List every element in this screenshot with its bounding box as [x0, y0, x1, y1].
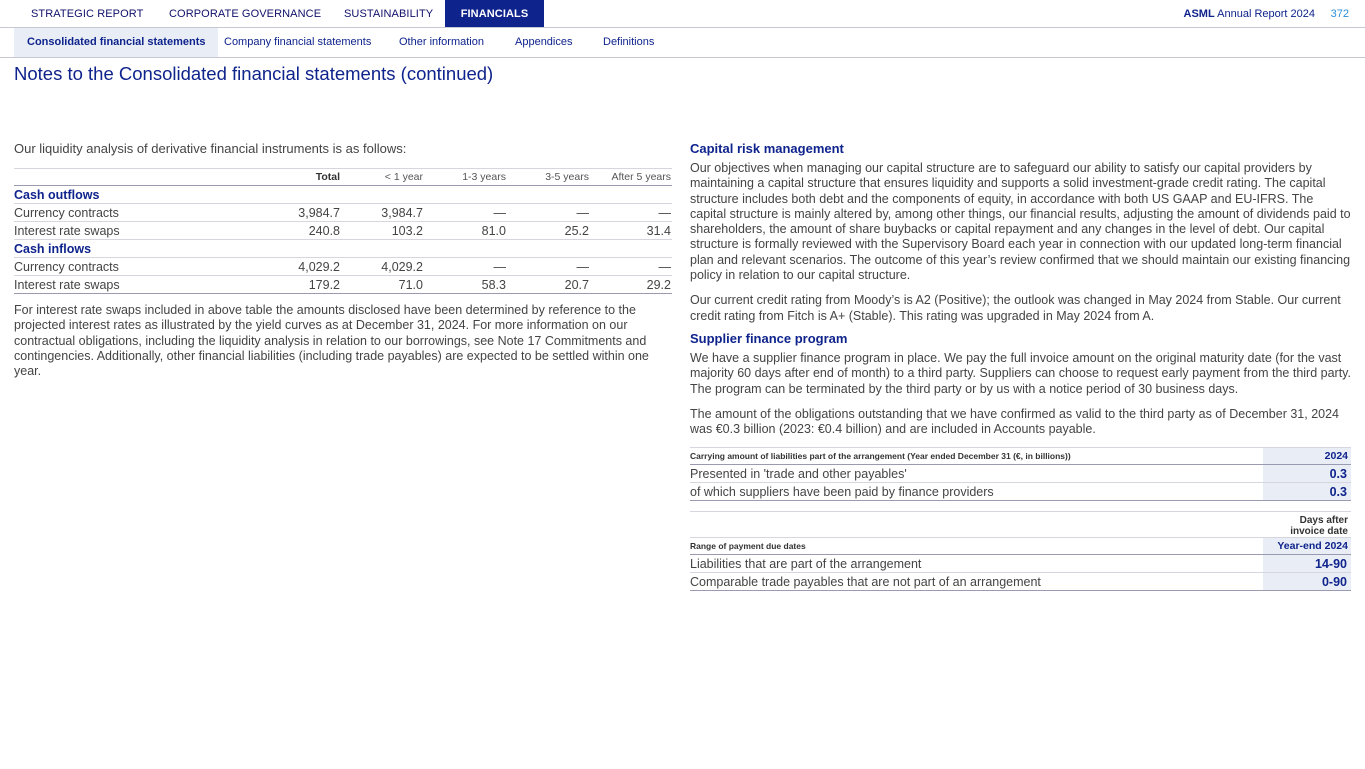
row-label: Comparable trade payables that are not part of an arrangement: [690, 573, 1263, 591]
cell-total: 3,984.7: [259, 204, 341, 222]
liquidity-intro: Our liquidity analysis of derivative financial instruments is as follows:: [14, 141, 407, 156]
table-row: [14, 204, 672, 222]
header-total: Total: [259, 169, 341, 186]
report-brand[interactable]: [1184, 0, 1315, 28]
interest-rate-swaps-note: For interest rate swaps included in above table the amounts disclosed have been determined by reference to the projected interest rates as illustrated by the yield curves as at December 31, 2024. For more information on our contractual obligations, including the liquidity analysis in relation to our borrowings, see Note 17 Commitments and contingencies. Additionally, other financial liabilities (including trade payables) are expected to be settled within one year.: [14, 303, 649, 379]
cell-1-3-years: 58.3: [424, 276, 507, 294]
subtab-consolidated-financial-statements[interactable]: Consolidated financial statements: [14, 28, 218, 57]
page-number: 372: [1330, 8, 1349, 20]
table-row: [690, 483, 1351, 501]
carrying-amount-table: [690, 447, 1351, 501]
cell-lt-1-year: 71.0: [341, 276, 424, 294]
header-after-5-years: After 5 years: [590, 169, 672, 186]
row-label: of which suppliers have been paid by finance providers: [690, 483, 1263, 501]
tab-sustainability[interactable]: SUSTAINABILITY: [344, 8, 434, 20]
group-row-cash-inflows: [14, 240, 672, 258]
cell-1-3-years: —: [424, 258, 507, 276]
supplier-finance-paragraph: We have a supplier finance program in place. We pay the full invoice amount on the original maturity date (for the vast majority 60 days after end of month) to a third party. Suppliers can choose to request early payment from the third party. The program can be terminated by the third party or by us with a notice period of 30 business days.: [690, 350, 1351, 396]
row-label: Currency contracts: [14, 258, 259, 276]
brand-report-title: Annual Report 2024: [1214, 8, 1315, 20]
subtab-appendices[interactable]: Appendices: [515, 36, 573, 48]
supplier-finance-heading: Supplier finance program: [690, 330, 848, 346]
header-lt-1-year: < 1 year: [341, 169, 424, 186]
cell-3-5-years: 25.2: [507, 222, 590, 240]
header-1-3-years: 1-3 years: [424, 169, 507, 186]
group-row-cash-outflows: [14, 186, 672, 204]
header-3-5-years: 3-5 years: [507, 169, 590, 186]
tab-financials[interactable]: FINANCIALS: [445, 0, 544, 27]
cell-3-5-years: —: [507, 204, 590, 222]
tab-strategic-report[interactable]: STRATEGIC REPORT: [31, 8, 144, 20]
row-label: Interest rate swaps: [14, 276, 259, 294]
credit-rating-paragraph: Our current credit rating from Moody’s is A2 (Positive); the outlook was changed in May 2024 from Stable. Our current credit rating from Fitch is A+ (Stable). This rating was upgraded in May 2024 from A.: [690, 293, 1341, 323]
brand-name: ASML: [1183, 8, 1215, 20]
carrying-amount-header-label: Carrying amount of liabilities part of the arrangement (Year ended December 31 (€, in billions)): [690, 448, 1263, 465]
cell-1-3-years: 81.0: [424, 222, 507, 240]
liquidity-table: [14, 168, 672, 294]
row-label: Currency contracts: [14, 204, 259, 222]
subtab-company-financial-statements[interactable]: Company financial statements: [224, 36, 372, 48]
carrying-amount-header-year: 2024: [1263, 448, 1351, 465]
row-value: 0-90: [1263, 573, 1351, 591]
payment-sub-header-row: [690, 538, 1351, 555]
cell-1-3-years: —: [424, 204, 507, 222]
table-row: [14, 276, 672, 294]
cell-total: 179.2: [259, 276, 341, 294]
sub-navigation: [0, 28, 1365, 58]
row-value: 0.3: [1263, 483, 1351, 501]
table-row: [690, 573, 1351, 591]
days-after-invoice-header: Days after invoice date: [1263, 512, 1351, 538]
left-column: [14, 141, 672, 379]
right-column: [690, 141, 1351, 591]
cell-lt-1-year: 4,029.2: [341, 258, 424, 276]
cell-3-5-years: —: [507, 258, 590, 276]
top-navigation: [0, 0, 1365, 28]
cell-lt-1-year: 3,984.7: [341, 204, 424, 222]
cell-3-5-years: 20.7: [507, 276, 590, 294]
tab-corporate-governance[interactable]: CORPORATE GOVERNANCE: [169, 8, 322, 20]
table-row: [690, 555, 1351, 573]
capital-risk-heading: Capital risk management: [690, 141, 844, 156]
cell-after-5-years: —: [590, 258, 672, 276]
cell-total: 4,029.2: [259, 258, 341, 276]
obligations-paragraph: The amount of the obligations outstanding that we have confirmed as valid to the third party as of December 31, 2024 was €0.3 billion (2023: €0.4 billion) and are included in Accounts payable.: [690, 406, 1339, 437]
payment-due-dates-table: [690, 511, 1351, 591]
subtab-other-information[interactable]: Other information: [399, 36, 484, 48]
row-value: 0.3: [1263, 465, 1351, 483]
carrying-amount-header-row: [690, 448, 1351, 465]
capital-risk-paragraph: Our objectives when managing our capital structure are to safeguard our ability to satisfy our capital providers by maintaining a capital structure that ensures liquidity and supports a solid investment-grade credit rating. The capital structure includes both debt and the components of equity, in accordance with both US GAAP and EU-IFRS. The capital structure is mainly altered by, among other things, our financial results, adjusting the amount of dividends paid to shareholders, the amount of share buybacks or capital repayment and any changes in the level of debt. Our capital structure is formally reviewed with the Supervisory Board each year in connection with our updated long-term financial plan and relevant scenarios. The outcome of this year’s review confirmed that we should maintain our existing financing policy in relation to our capital structure.: [690, 161, 1351, 283]
liquidity-header-row: [14, 169, 672, 186]
cell-after-5-years: 29.2: [590, 276, 672, 294]
cell-lt-1-year: 103.2: [341, 222, 424, 240]
group-label: Cash outflows: [14, 186, 672, 204]
group-label: Cash inflows: [14, 240, 672, 258]
cell-after-5-years: —: [590, 204, 672, 222]
year-end-header: Year-end 2024: [1263, 538, 1351, 555]
table-row: [14, 222, 672, 240]
table-row: [690, 465, 1351, 483]
cell-after-5-years: 31.4: [590, 222, 672, 240]
subtab-definitions[interactable]: Definitions: [603, 36, 655, 48]
header-cell: [14, 169, 259, 186]
table-row: [14, 258, 672, 276]
range-of-payment-header: Range of payment due dates: [690, 538, 1263, 555]
row-label: Interest rate swaps: [14, 222, 259, 240]
row-value: 14-90: [1263, 555, 1351, 573]
page-title: Notes to the Consolidated financial statements (continued): [14, 63, 494, 84]
row-label: Presented in 'trade and other payables': [690, 465, 1263, 483]
cell-total: 240.8: [259, 222, 341, 240]
payment-top-header-row: [690, 512, 1351, 538]
header-spacer: [690, 512, 1263, 538]
row-label: Liabilities that are part of the arrangement: [690, 555, 1263, 573]
